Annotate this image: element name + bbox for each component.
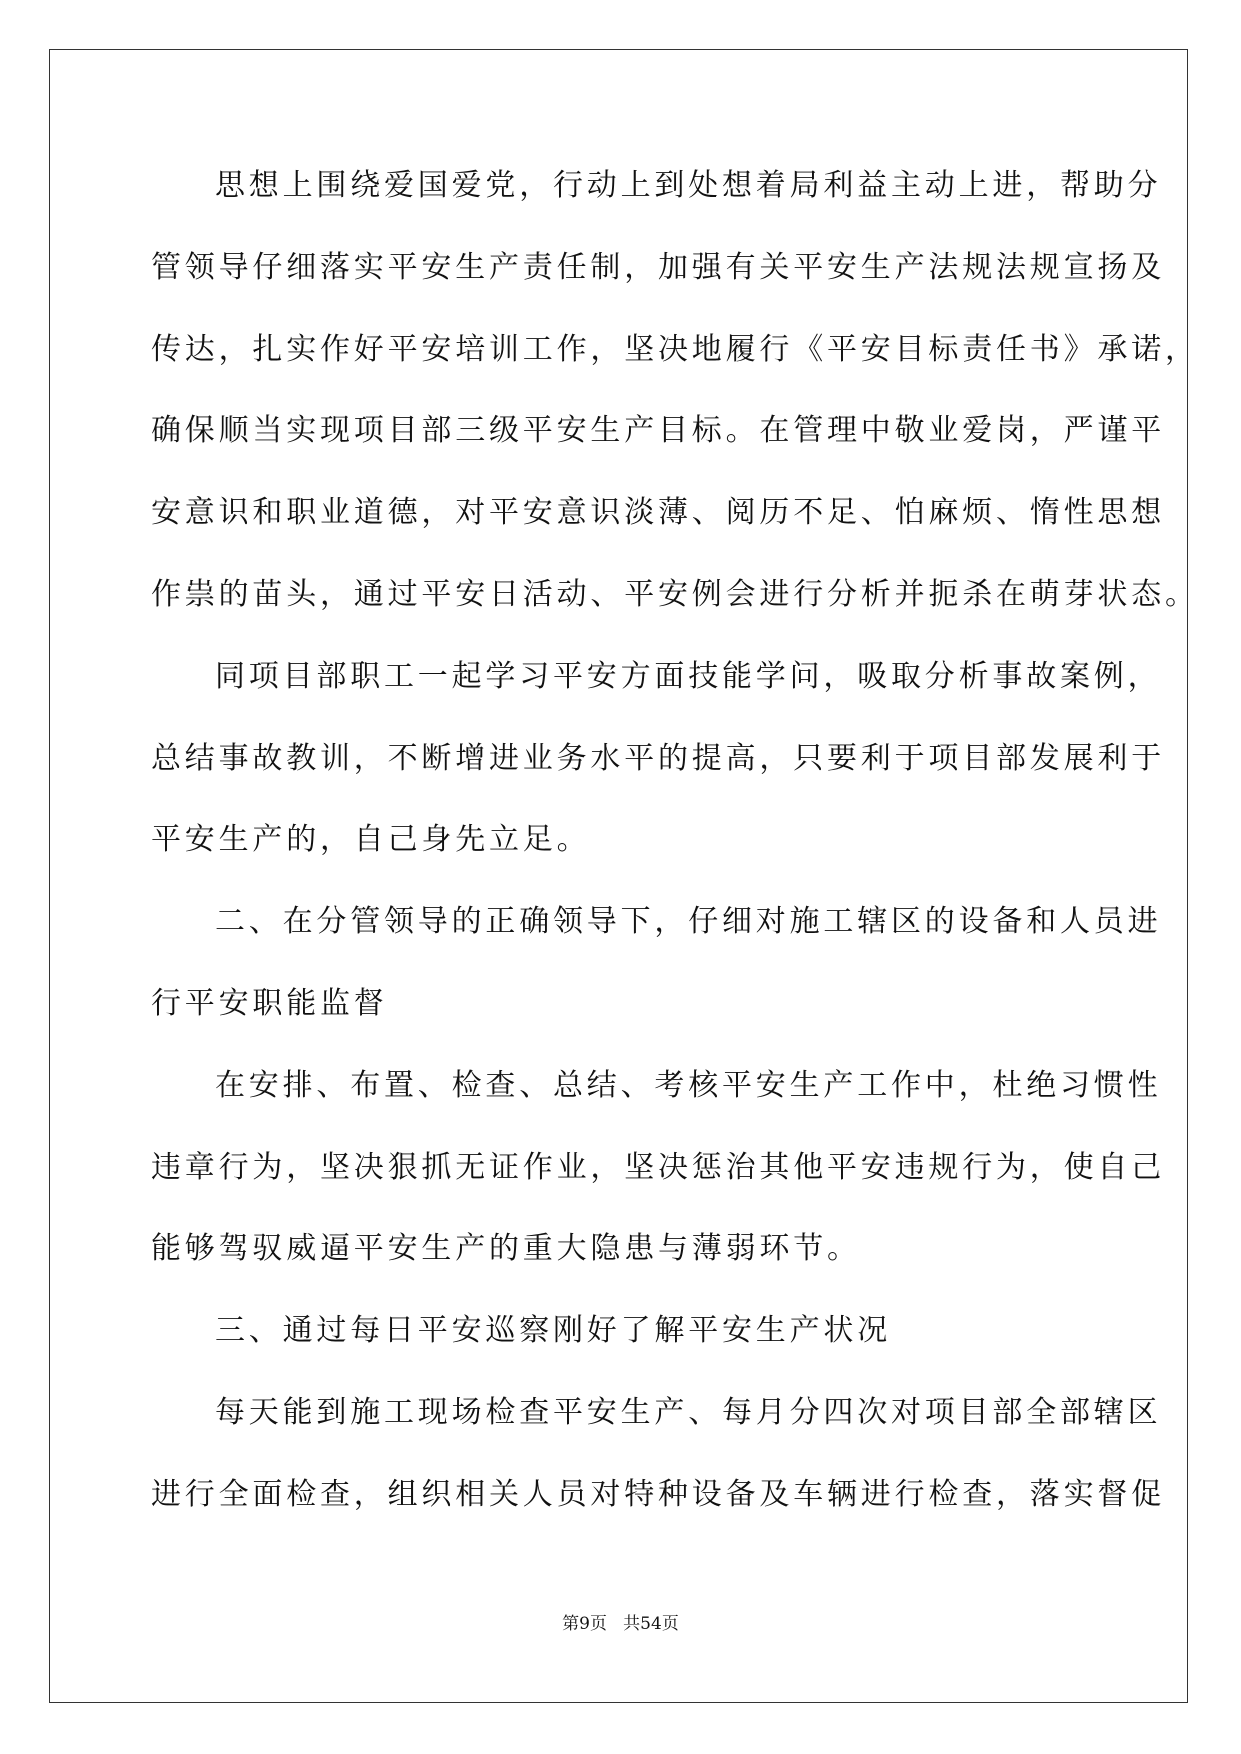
text-line: 进行全面检查，组织相关人员对特种设备及车辆进行检查，落实督促 [151, 1476, 1165, 1512]
text-line: 能够驾驭威逼平安生产的重大隐患与薄弱环节。 [151, 1231, 861, 1267]
text-line: 作祟的苗头，通过平安日活动、平安例会进行分析并扼杀在萌芽状态。 [151, 576, 1199, 612]
section-heading: 三、通过每日平安巡察刚好了解平安生产状况 [215, 1313, 891, 1349]
page-number: 第9页 共54页 [562, 1614, 679, 1634]
text-line: 违章行为，坚决狠抓无证作业，坚决惩治其他平安违规行为，使自己 [151, 1149, 1165, 1185]
document-body [151, 163, 1199, 1554]
text-line: 同项目部职工一起学习平安方面技能学问，吸取分析事故案例， [215, 658, 1162, 694]
text-line: 确保顺当实现项目部三级平安生产目标。在管理中敬业爱岗，严谨平 [151, 413, 1165, 449]
section-heading: 二、在分管领导的正确领导下，仔细对施工辖区的设备和人员进 [215, 904, 1162, 940]
text-line: 传达，扎实作好平安培训工作，坚决地履行《平安目标责任书》承诺， [151, 331, 1199, 367]
text-line: 总结事故教训，不断增进业务水平的提高，只要利于项目部发展利于 [151, 740, 1165, 776]
text-line: 思想上围绕爱国爱党，行动上到处想着局利益主动上进，帮助分 [215, 168, 1162, 203]
text-line: 平安生产的，自己身先立足。 [151, 822, 591, 858]
text-line: 在安排、布置、检查、总结、考核平安生产工作中，杜绝习惯性 [215, 1067, 1162, 1103]
section-heading: 行平安职能监督 [151, 985, 388, 1021]
text-line: 管领导仔细落实平安生产责任制，加强有关平安生产法规法规宣扬及 [151, 249, 1165, 285]
text-line: 安意识和职业道德，对平安意识淡薄、阅历不足、怕麻烦、惰性思想 [151, 495, 1165, 531]
text-line: 每天能到施工现场检查平安生产、每月分四次对项目部全部辖区 [215, 1394, 1162, 1430]
